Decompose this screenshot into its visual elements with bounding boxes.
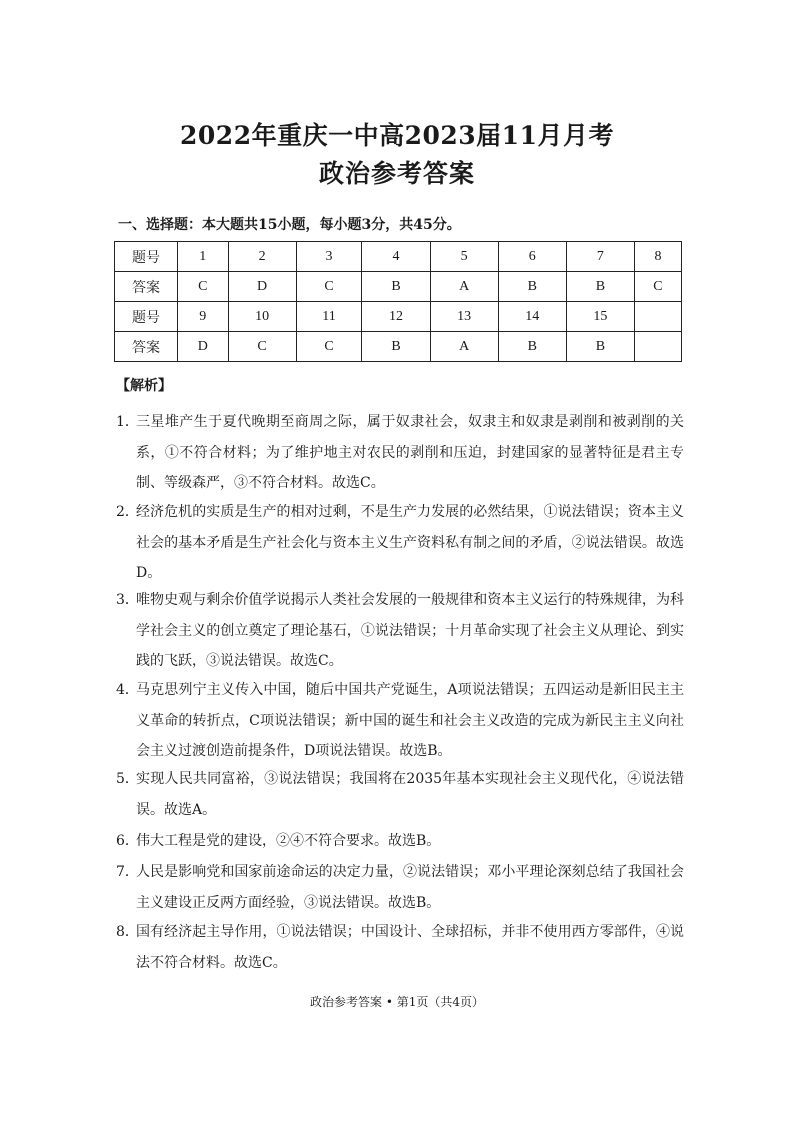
item-text: 三星堆产生于夏代晚期至商周之际，属于奴隶社会，奴隶主和奴隶是剥削和被剥削的关系，①不符合材料；为了维护地主对农民的剥削和压迫，封建国家的显著特征是君主专制、等级森严，③不符合材料。故选C。 bbox=[136, 414, 684, 491]
row-header-cell: 答案 bbox=[115, 272, 178, 302]
table-cell: C bbox=[634, 272, 681, 302]
analysis-heading: 【解析】 bbox=[116, 378, 172, 394]
row-header-cell: 题号 bbox=[115, 302, 178, 332]
table-cell: B bbox=[566, 332, 634, 362]
table-cell: D bbox=[178, 332, 229, 362]
item-number: 4． bbox=[116, 682, 139, 698]
analysis-item-7 bbox=[116, 857, 684, 918]
table-row bbox=[115, 302, 682, 332]
table-cell: C bbox=[296, 272, 362, 302]
table-cell: 4 bbox=[362, 242, 430, 272]
item-text: 国有经济起主导作用，①说法错误；中国设计、全球招标，并非不使用西方零部件，④说法不符合材料。故选C。 bbox=[136, 924, 684, 971]
analysis-item-2 bbox=[116, 497, 684, 589]
item-number: 1． bbox=[116, 414, 139, 430]
table-cell: 2 bbox=[228, 242, 296, 272]
answer-table bbox=[114, 241, 682, 362]
table-cell: B bbox=[362, 332, 430, 362]
table-cell: A bbox=[430, 332, 498, 362]
analysis-item-4 bbox=[116, 675, 684, 767]
table-cell: 13 bbox=[430, 302, 498, 332]
table-cell: 3 bbox=[296, 242, 362, 272]
table-cell: C bbox=[296, 332, 362, 362]
table-cell: 7 bbox=[566, 242, 634, 272]
item-text: 伟大工程是党的建设，②④不符合要求。故选B。 bbox=[136, 833, 441, 849]
table-cell: 8 bbox=[634, 242, 681, 272]
analysis-item-6 bbox=[116, 826, 684, 857]
item-text: 唯物史观与剩余价值学说揭示人类社会发展的一般规律和资本主义运行的特殊规律，为科学社会主义的创立奠定了理论基石，①说法错误；十月革命实现了社会主义从理论、到实践的飞跃，③说法错误。故选C。 bbox=[136, 592, 684, 669]
table-cell: 10 bbox=[228, 302, 296, 332]
item-number: 5． bbox=[116, 771, 139, 787]
row-header-cell: 题号 bbox=[115, 242, 178, 272]
analysis-item-3 bbox=[116, 585, 684, 677]
table-cell: 1 bbox=[178, 242, 229, 272]
table-cell: 14 bbox=[498, 302, 566, 332]
table-cell: C bbox=[228, 332, 296, 362]
table-cell: B bbox=[498, 332, 566, 362]
table-row bbox=[115, 332, 682, 362]
table-cell: 5 bbox=[430, 242, 498, 272]
table-cell: 12 bbox=[362, 302, 430, 332]
analysis-item-1 bbox=[116, 407, 684, 499]
analysis-item-5 bbox=[116, 764, 684, 825]
item-number: 6． bbox=[116, 833, 139, 849]
table-cell: 6 bbox=[498, 242, 566, 272]
document-subtitle: 政治参考答案 bbox=[318, 159, 475, 188]
table-cell: 11 bbox=[296, 302, 362, 332]
table-cell: B bbox=[566, 272, 634, 302]
table-cell: C bbox=[178, 272, 229, 302]
item-text: 经济危机的实质是生产的相对过剩，不是生产力发展的必然结果，①说法错误；资本主义社会的基本矛盾是生产社会化与资本主义生产资料私有制之间的矛盾，②说法错误。故选D。 bbox=[136, 504, 684, 581]
table-cell bbox=[634, 302, 681, 332]
table-row bbox=[115, 242, 682, 272]
page-footer: 政治参考答案 • 第1页（共4页） bbox=[310, 995, 484, 1009]
item-number: 3． bbox=[116, 592, 139, 608]
analysis-item-8 bbox=[116, 917, 684, 978]
table-cell: B bbox=[362, 272, 430, 302]
table-cell bbox=[634, 332, 681, 362]
table-cell: A bbox=[430, 272, 498, 302]
item-number: 7． bbox=[116, 864, 139, 880]
table-cell: B bbox=[498, 272, 566, 302]
document-title: 2022年重庆一中高2023届11月月考 bbox=[180, 121, 614, 150]
item-number: 8． bbox=[116, 924, 139, 940]
table-cell: 9 bbox=[178, 302, 229, 332]
item-text: 实现人民共同富裕，③说法错误；我国将在2035年基本实现社会主义现代化，④说法错误。故选A。 bbox=[136, 771, 684, 818]
table-cell: D bbox=[228, 272, 296, 302]
item-text: 人民是影响党和国家前途命运的决定力量，②说法错误；邓小平理论深刻总结了我国社会主义建设正反两方面经验，③说法错误。故选B。 bbox=[136, 864, 684, 911]
section-heading: 一、选择题：本大题共15小题，每小题3分，共45分。 bbox=[118, 217, 461, 233]
table-row bbox=[115, 272, 682, 302]
row-header-cell: 答案 bbox=[115, 332, 178, 362]
table-cell: 15 bbox=[566, 302, 634, 332]
item-text: 马克思列宁主义传入中国，随后中国共产党诞生，A项说法错误；五四运动是新旧民主主义革命的转折点，C项说法错误；新中国的诞生和社会主义改造的完成为新民主主义向社会主义过渡创造前提条件，D项说法错误。故选B。 bbox=[136, 682, 684, 759]
item-number: 2． bbox=[116, 504, 139, 520]
